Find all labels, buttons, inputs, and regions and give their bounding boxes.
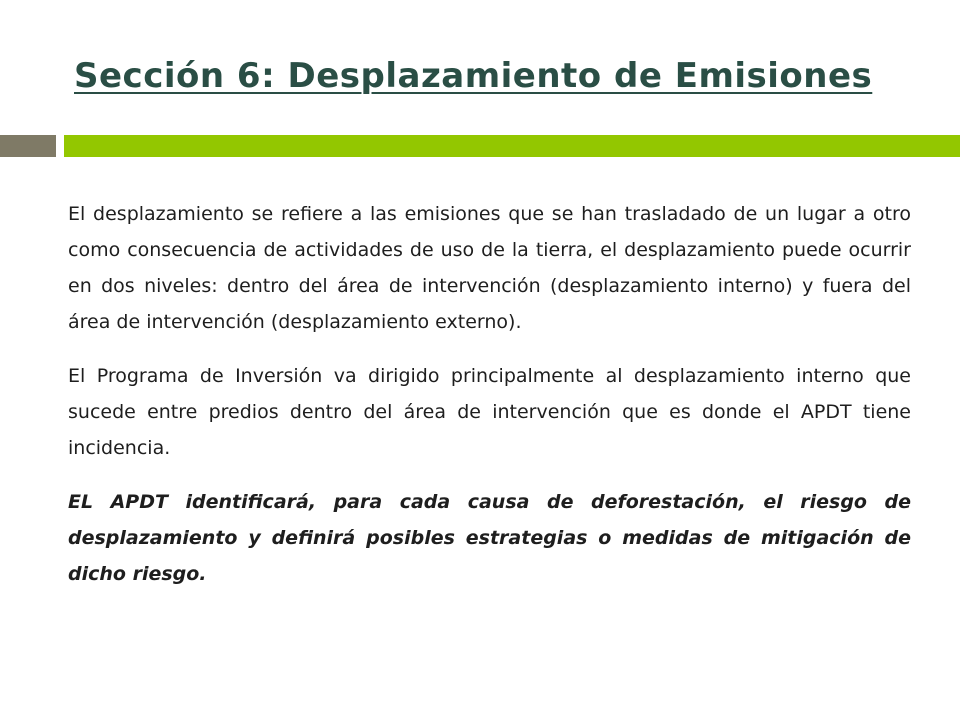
- slide-body: [68, 196, 911, 610]
- accent-bar-left: [0, 135, 56, 157]
- paragraph-definition: El desplazamiento se refiere a las emisiones que se han trasladado de un lugar a otro como consecuencia de actividades de uso de la tierra, el desplazamiento puede ocurrir en dos niveles: dentro del área de intervención (desplazamiento interno) y fuera del área de intervención (desplazamiento externo).: [68, 203, 911, 333]
- paragraph-program: El Programa de Inversión va dirigido principalmente al desplazamiento interno que sucede entre predios dentro del área de intervención que es donde el APDT tiene incidencia.: [68, 365, 911, 459]
- accent-bar-right: [64, 135, 960, 157]
- paragraph-apdt-commitment: EL APDT identificará, para cada causa de deforestación, el riesgo de desplazamiento y definirá posibles estrategias o medidas de mitigación de dicho riesgo.: [68, 491, 911, 585]
- slide-title: Sección 6: Desplazamiento de Emisiones: [74, 56, 873, 96]
